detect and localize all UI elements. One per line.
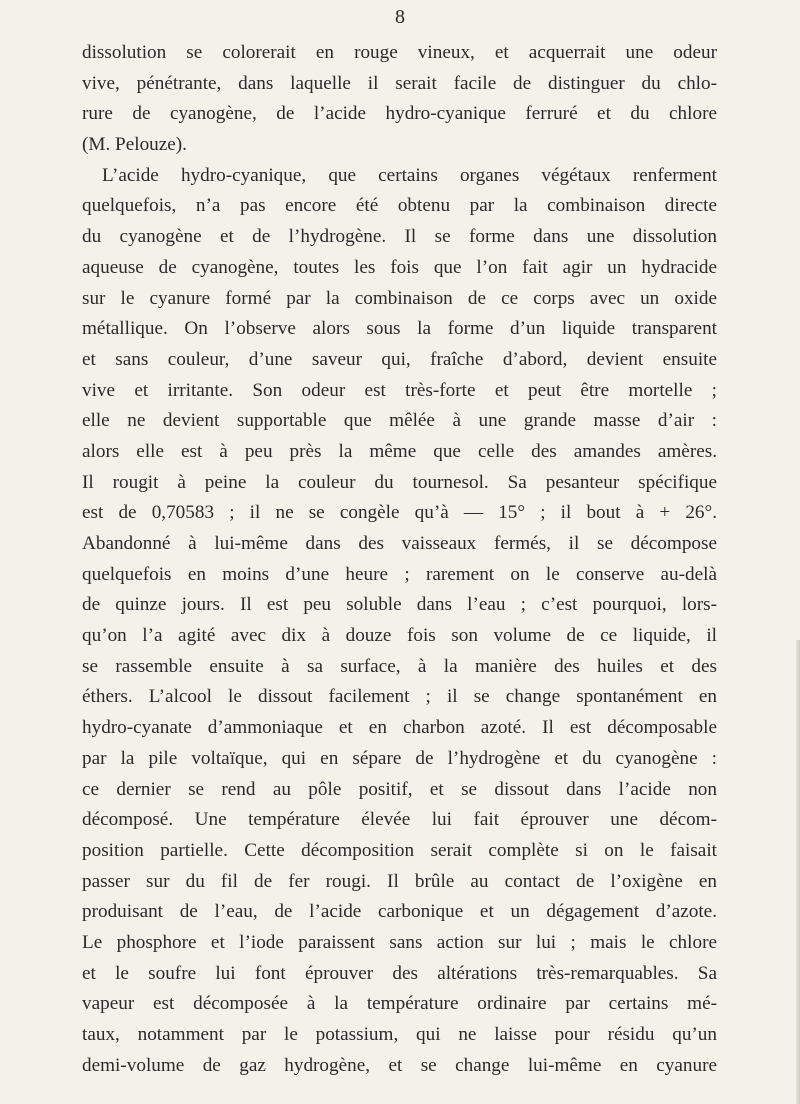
text-line: et le soufre lui font éprouver des altérations très-remarquables. Sa [82,962,717,984]
page-number: 8 [395,6,405,28]
text-line: est de 0,70583 ; il ne se congèle qu’à — 15° ; il bout à + 26°. [82,502,717,524]
text-line: alors elle est à peu près la même que celle des amandes amères. [82,440,717,462]
text-line: et sans couleur, d’une saveur qui, fraîche d’abord, devient ensuite [82,348,717,370]
text-line: produisant de l’eau, de l’acide carbonique et un dégagement d’azote. [82,901,717,923]
text-line: aqueuse de cyanogène, toutes les fois que l’on fait agir un hydracide [82,256,717,278]
text-line: dissolution se colorerait en rouge vineux, et acquerrait une odeur [82,42,717,63]
text-line: Il rougit à peine la couleur du tournesol. Sa pesanteur spécifique [82,471,717,493]
text-line: (M. Pelouze). [82,134,187,156]
text-line: passer sur du fil de fer rougi. Il brûle au contact de l’oxigène en [82,870,717,892]
text-line: elle ne devient supportable que mêlée à une grande masse d’air : [82,410,717,432]
text-line: du cyanogène et de l’hydrogène. Il se forme dans une dissolution [82,226,717,248]
text-line: vive, pénétrante, dans laquelle il serait facile de distinguer du chlo- [82,72,717,94]
text-line: demi-volume de gaz hydrogène, et se change lui-même en cyanure [82,1054,717,1076]
text-line: Le phosphore et l’iode paraissent sans action sur lui ; mais le chlore [82,931,717,953]
text-line: qu’on l’a agité avec dix à douze fois son volume de ce liquide, il [82,625,717,647]
text-line: de quinze jours. Il est peu soluble dans l’eau ; c’est pourquoi, lors- [82,594,717,616]
text-line: vive et irritante. Son odeur est très-forte et peut être mortelle ; [82,379,717,401]
text-line: hydro-cyanate d’ammoniaque et en charbon azoté. Il est décomposable [82,717,717,739]
text-line: taux, notamment par le potassium, qui ne laisse pour résidu qu’un [82,1024,717,1045]
text-line: position partielle. Cette décomposition serait complète si on le faisait [82,839,717,861]
text-line: décomposé. Une température élevée lui fait éprouver une décom- [82,809,717,831]
page-binding-edge [796,640,800,1104]
text-line: vapeur est décomposée à la température ordinaire par certains mé- [82,993,717,1015]
text-line: rure de cyanogène, de l’acide hydro-cyanique ferruré et du chlore [82,103,717,125]
text-line: ce dernier se rend au pôle positif, et se dissout dans l’acide non [82,778,717,800]
text-line: quelquefois en moins d’une heure ; rarement on le conserve au-delà [82,563,717,585]
text-line: L’acide hydro-cyanique, que certains organes végétaux renferment [102,164,717,186]
text-line: par la pile voltaïque, qui en sépare de l’hydrogène et du cyanogène : [82,747,717,769]
text-line: quelquefois, n’a pas encore été obtenu par la combinaison directe [82,195,717,217]
text-line: éthers. L’alcool le dissout facilement ; il se change spontanément en [82,686,717,708]
body-text [82,38,717,1081]
text-line: sur le cyanure formé par la combinaison de ce corps avec un oxide [82,287,717,309]
text-line: métallique. On l’observe alors sous la forme d’un liquide transparent [82,318,717,340]
text-line: Abandonné à lui-même dans des vaisseaux fermés, il se décompose [82,533,717,554]
text-line: se rassemble ensuite à sa surface, à la manière des huiles et des [82,655,717,677]
